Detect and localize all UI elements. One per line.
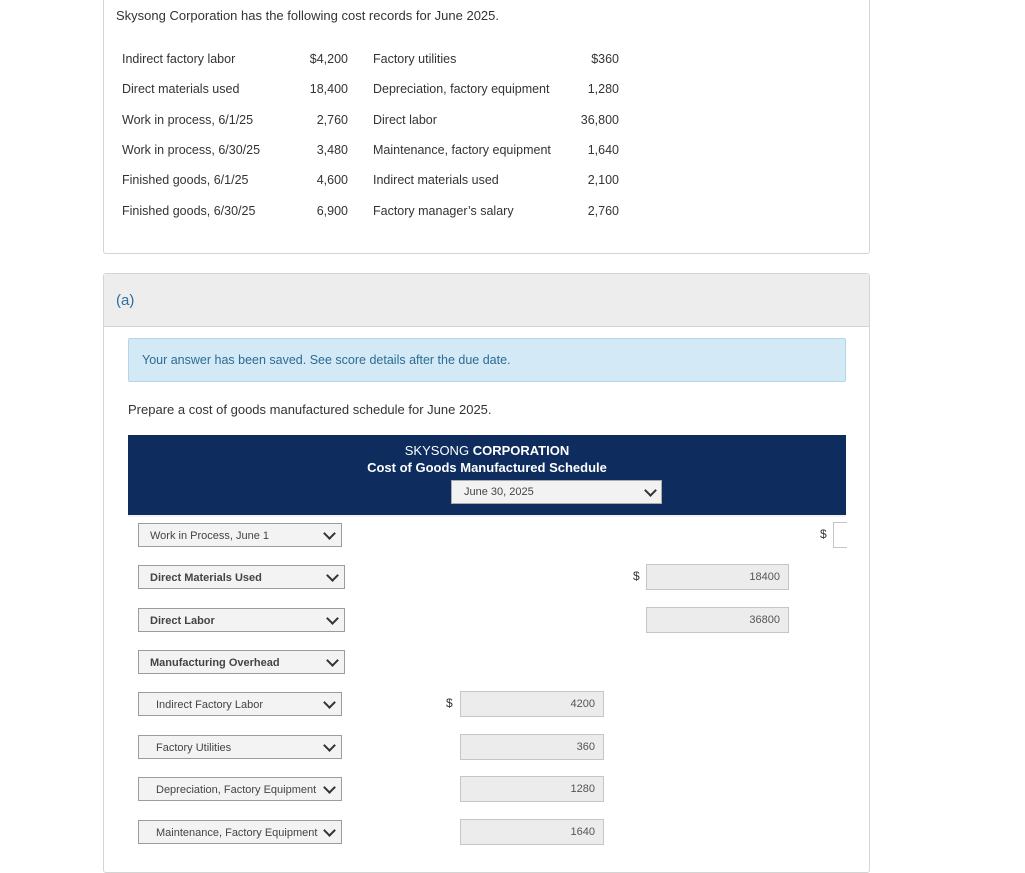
chevron-down-icon — [326, 569, 339, 582]
spacer — [348, 44, 373, 74]
indirect-factory-labor-input[interactable]: 4200 — [460, 691, 604, 717]
spacer — [348, 165, 373, 195]
cost-value: 4,600 — [316, 173, 348, 188]
cost-value: 2,760 — [587, 203, 619, 218]
maintenance-input[interactable]: 1640 — [460, 819, 604, 845]
part-a-panel — [103, 273, 870, 873]
spacer — [348, 74, 373, 104]
cost-label: Finished goods, 6/30/25 — [122, 203, 256, 218]
cost-records-panel — [103, 0, 870, 254]
chevron-down-icon — [323, 696, 336, 709]
wip-select[interactable]: Work in Process, June 1 — [138, 523, 342, 547]
part-a-header — [104, 274, 869, 327]
cost-record-row — [122, 195, 619, 225]
cost-record-row — [122, 105, 619, 135]
schedule-header — [128, 435, 846, 517]
cost-value: 2,100 — [587, 173, 619, 188]
cost-label: Indirect materials used — [373, 173, 499, 188]
cost-value: $4,200 — [309, 52, 348, 67]
chevron-down-icon — [323, 739, 336, 752]
cost-value: $360 — [591, 52, 619, 67]
chevron-down-icon — [323, 824, 336, 837]
dollar-sign: $ — [633, 569, 640, 583]
manufacturing-overhead-select[interactable]: Manufacturing Overhead — [138, 650, 345, 674]
chevron-down-icon — [326, 654, 339, 667]
direct-materials-input[interactable]: 18400 — [646, 564, 789, 590]
cost-value: 1,640 — [587, 143, 619, 158]
saved-notice — [128, 338, 846, 382]
chevron-down-icon — [644, 484, 657, 497]
cost-label: Finished goods, 6/1/25 — [122, 173, 249, 188]
cost-label: Direct materials used — [122, 82, 240, 97]
wip-input[interactable] — [833, 522, 847, 548]
direct-materials-select[interactable]: Direct Materials Used — [138, 565, 345, 589]
direct-labor-select[interactable]: Direct Labor — [138, 608, 345, 632]
saved-notice-text: Your answer has been saved. See score details after the due date. — [142, 353, 511, 367]
cost-label: Maintenance, factory equipment — [373, 143, 551, 158]
cost-value: 1,280 — [587, 82, 619, 97]
cost-label: Indirect factory labor — [122, 52, 236, 67]
direct-labor-input[interactable]: 36800 — [646, 607, 789, 633]
cost-value: 3,480 — [316, 143, 348, 158]
chevron-down-icon — [323, 527, 336, 540]
intro-text: Skysong Corporation has the following cost records for June 2025. — [116, 8, 499, 23]
cost-label: Work in process, 6/30/25 — [122, 143, 261, 158]
dollar-sign: $ — [820, 527, 827, 541]
factory-utilities-select[interactable]: Factory Utilities — [138, 735, 342, 759]
indirect-factory-labor-select[interactable]: Indirect Factory Labor — [138, 692, 342, 716]
cost-record-row — [122, 74, 619, 104]
cost-label: Direct labor — [373, 112, 437, 127]
cost-label: Factory manager’s salary — [373, 203, 514, 218]
date-select[interactable]: June 30, 2025 — [451, 480, 662, 504]
cost-record-row — [122, 135, 619, 165]
part-label: (a) — [116, 292, 135, 309]
depreciation-select[interactable]: Depreciation, Factory Equipment — [138, 777, 342, 801]
instruction-text: Prepare a cost of goods manufactured schedule for June 2025. — [128, 402, 492, 417]
chevron-down-icon — [326, 612, 339, 625]
chevron-down-icon — [323, 781, 336, 794]
schedule-title: Cost of Goods Manufactured Schedule — [367, 460, 607, 475]
dollar-sign: $ — [446, 696, 453, 710]
cost-value: 6,900 — [316, 203, 348, 218]
cost-label: Depreciation, factory equipment — [373, 82, 550, 97]
spacer — [348, 135, 373, 165]
cost-records-table — [122, 44, 619, 226]
spacer — [348, 195, 373, 225]
cost-record-row — [122, 44, 619, 74]
spacer — [348, 105, 373, 135]
cost-record-row — [122, 165, 619, 195]
cost-label: Work in process, 6/1/25 — [122, 112, 254, 127]
cost-value: 2,760 — [316, 112, 348, 127]
cost-value: 36,800 — [580, 112, 619, 127]
maintenance-select[interactable]: Maintenance, Factory Equipment — [138, 820, 342, 844]
company-name: SKYSONG CORPORATION — [404, 443, 570, 458]
depreciation-input[interactable]: 1280 — [460, 776, 604, 802]
factory-utilities-input[interactable]: 360 — [460, 734, 604, 760]
cost-value: 18,400 — [309, 82, 348, 97]
cost-label: Factory utilities — [373, 52, 457, 67]
